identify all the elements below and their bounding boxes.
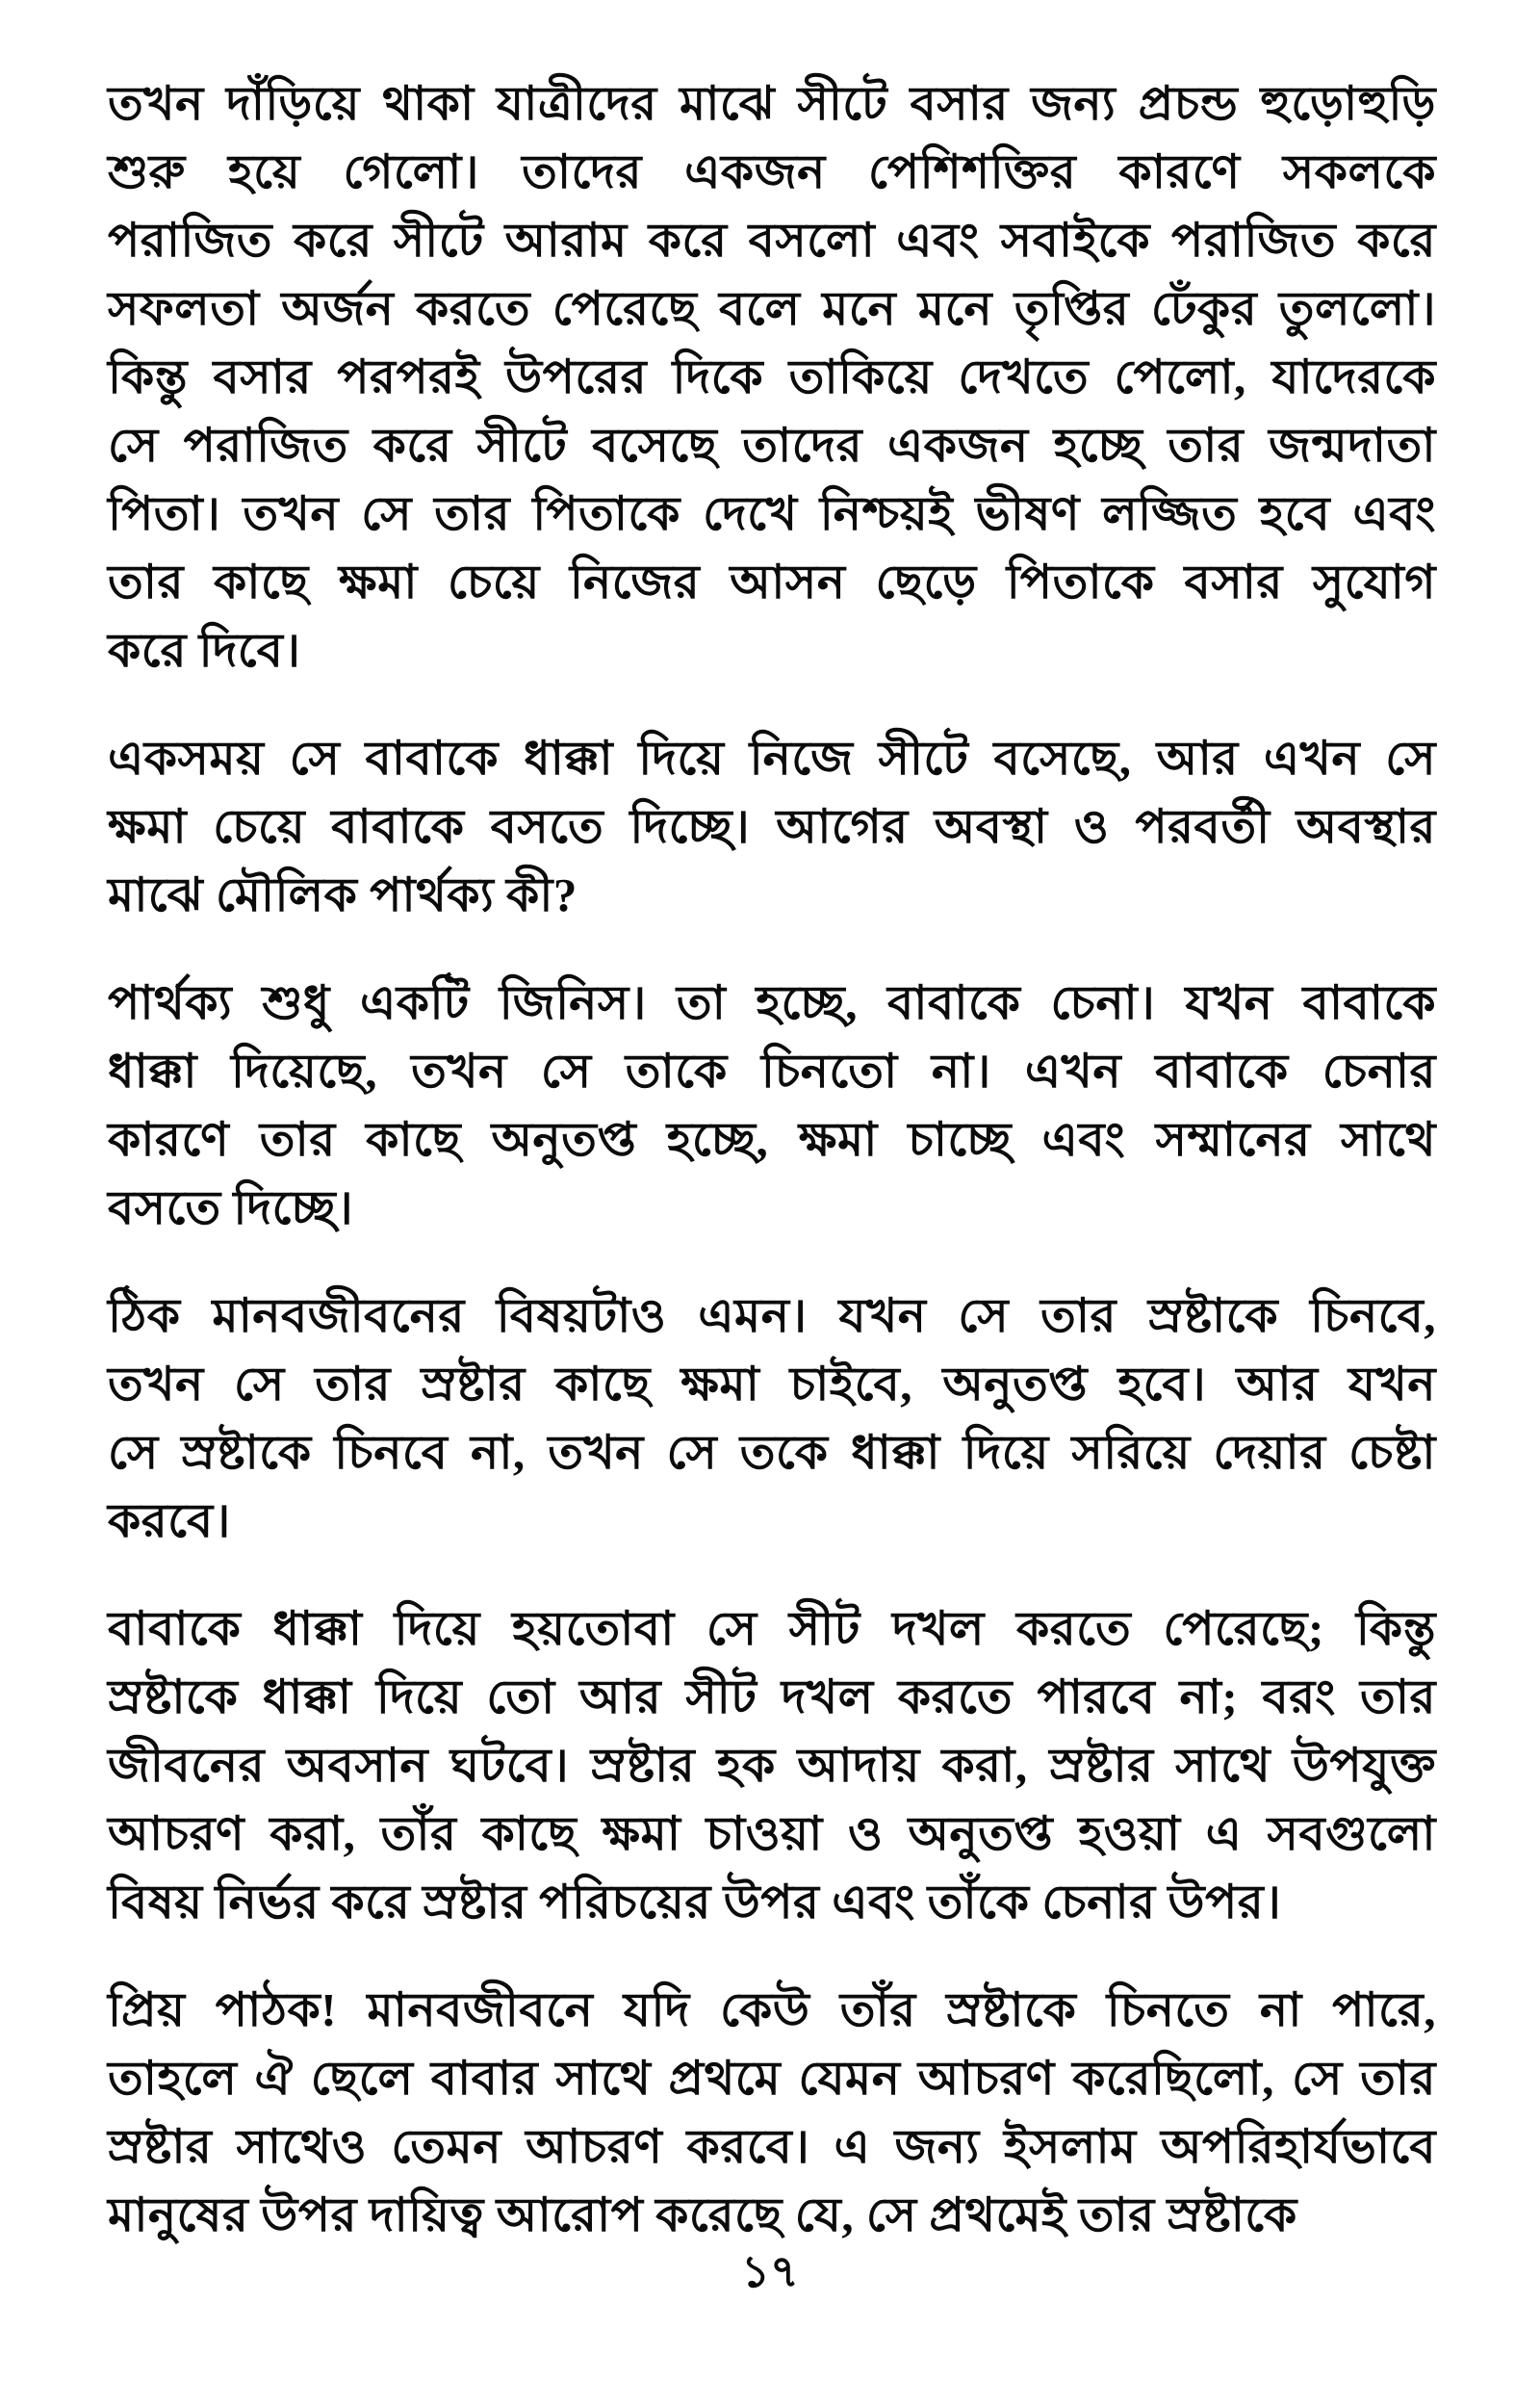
paragraph-4 bbox=[108, 1281, 1436, 1555]
text-line: পার্থক্য শুধু একটি জিনিস। তা হচ্ছে, বাবাকে চেনা। যখন বাবাকে bbox=[108, 976, 1436, 1029]
text-line: পিতা। তখন সে তার পিতাকে দেখে নিশ্চয়ই ভীষণ লজ্জিত হবে এবং bbox=[108, 487, 1436, 540]
text-line: তাহলে ঐ ছেলে বাবার সাথে প্রথমে যেমন আচরণ করেছিলো, সে তার bbox=[108, 2052, 1436, 2105]
text-line: কিন্তু বসার পরপরই উপরের দিকে তাকিয়ে দেখতে পেলো, যাদেরকে bbox=[108, 350, 1436, 403]
text-line: সে স্রষ্টাকে চিনবে না, তখন সে তকে ধাক্কা দিয়ে সরিয়ে দেয়ার চেষ্টা bbox=[108, 1426, 1436, 1479]
paragraph-6 bbox=[108, 1976, 1436, 2249]
text-line: মাঝে মৌলিক পার্থক্য কী? bbox=[108, 868, 578, 921]
text-line: পরাজিত করে সীটে আরাম করে বসলো এবং সবাইকে পরাজিত করে bbox=[108, 214, 1436, 267]
text-line: প্রিয় পাঠক! মানবজীবনে যদি কেউ তাঁর স্রষ্টাকে চিনতে না পারে, bbox=[108, 1983, 1436, 2036]
text-line: ঠিক মানবজীবনের বিষয়টাও এমন। যখন সে তার স্রষ্টাকে চিনবে, bbox=[108, 1289, 1436, 1342]
paragraph-1 bbox=[108, 69, 1436, 685]
text-line: বিষয় নির্ভর করে স্রষ্টার পরিচয়ের উপর এবং তাঁকে চেনার উপর। bbox=[108, 1876, 1282, 1928]
text-line: তখন দাঁড়িয়ে থাকা যাত্রীদের মাঝে সীটে বসার জন্য প্রচন্ড হুড়োহুড়ি bbox=[108, 77, 1436, 130]
text-line: বাবাকে ধাক্কা দিয়ে হয়তোবা সে সীট দখল করতে পেরেছে; কিন্তু bbox=[108, 1602, 1436, 1655]
text-line: করে দিবে। bbox=[108, 624, 301, 677]
text-line: ধাক্কা দিয়েছে, তখন সে তাকে চিনতো না। এখন বাবাকে চেনার bbox=[108, 1045, 1436, 1098]
text-line: শুরু হয়ে গেলো। তাদের একজন পেশিশক্তির কারণে সকলকে bbox=[108, 145, 1436, 198]
text-line: তখন সে তার স্রষ্টার কাছে ক্ষমা চাইবে, অনুতপ্ত হবে। আর যখন bbox=[108, 1358, 1436, 1410]
text-line: মানুষের উপর দায়িত্ব আরোপ করেছে যে, সে প্রথমেই তার স্রষ্টাকে bbox=[108, 2188, 1297, 2241]
page-number: ১৭ bbox=[741, 2247, 799, 2296]
text-line: স্রষ্টার সাথেও তেমন আচরণ করবে। এ জন্য ইসলাম অপরিহার্যভাবে bbox=[108, 2120, 1436, 2173]
text-line: বসতে দিচ্ছে। bbox=[108, 1181, 354, 1234]
text-line: তার কাছে ক্ষমা চেয়ে নিজের আসন ছেড়ে পিতাকে বসার সুযোগ bbox=[108, 556, 1436, 608]
paragraph-5 bbox=[108, 1594, 1436, 1936]
text-line: কারণে তার কাছে অনুতপ্ত হচ্ছে, ক্ষমা চাচ্ছে এবং সম্মানের সাথে bbox=[108, 1113, 1436, 1166]
text-line: আচরণ করা, তাঁর কাছে ক্ষমা চাওয়া ও অনুতপ্ত হওয়া এ সবগুলো bbox=[108, 1807, 1436, 1860]
text-line: করবে। bbox=[108, 1494, 231, 1547]
text-block bbox=[108, 69, 1436, 2289]
text-line: জীবনের অবসান ঘটবে। স্রষ্টার হক আদায় করা, স্রষ্টার সাথে উপযুক্ত bbox=[108, 1739, 1436, 1792]
text-line: সে পরাজিত করে সীটে বসেছে তাদের একজন হচ্ছে তার জন্মদাতা bbox=[108, 419, 1436, 472]
text-line: স্রষ্টাকে ধাক্কা দিয়ে তো আর সীট দখল করতে পারবে না; বরং তার bbox=[108, 1670, 1436, 1723]
paragraph-2 bbox=[108, 724, 1436, 929]
text-line: সফলতা অর্জন করতে পেরেছে বলে মনে মনে তৃপ্তির ঢেঁকুর তুললো। bbox=[108, 282, 1436, 335]
text-line: একসময় সে বাবাকে ধাক্কা দিয়ে নিজে সীটে বসেছে, আর এখন সে bbox=[108, 732, 1436, 785]
paragraph-3 bbox=[108, 969, 1436, 1242]
text-line: ক্ষমা চেয়ে বাবাকে বসতে দিচ্ছে। আগের অবস্থা ও পরবর্তী অবস্থার bbox=[108, 800, 1436, 853]
